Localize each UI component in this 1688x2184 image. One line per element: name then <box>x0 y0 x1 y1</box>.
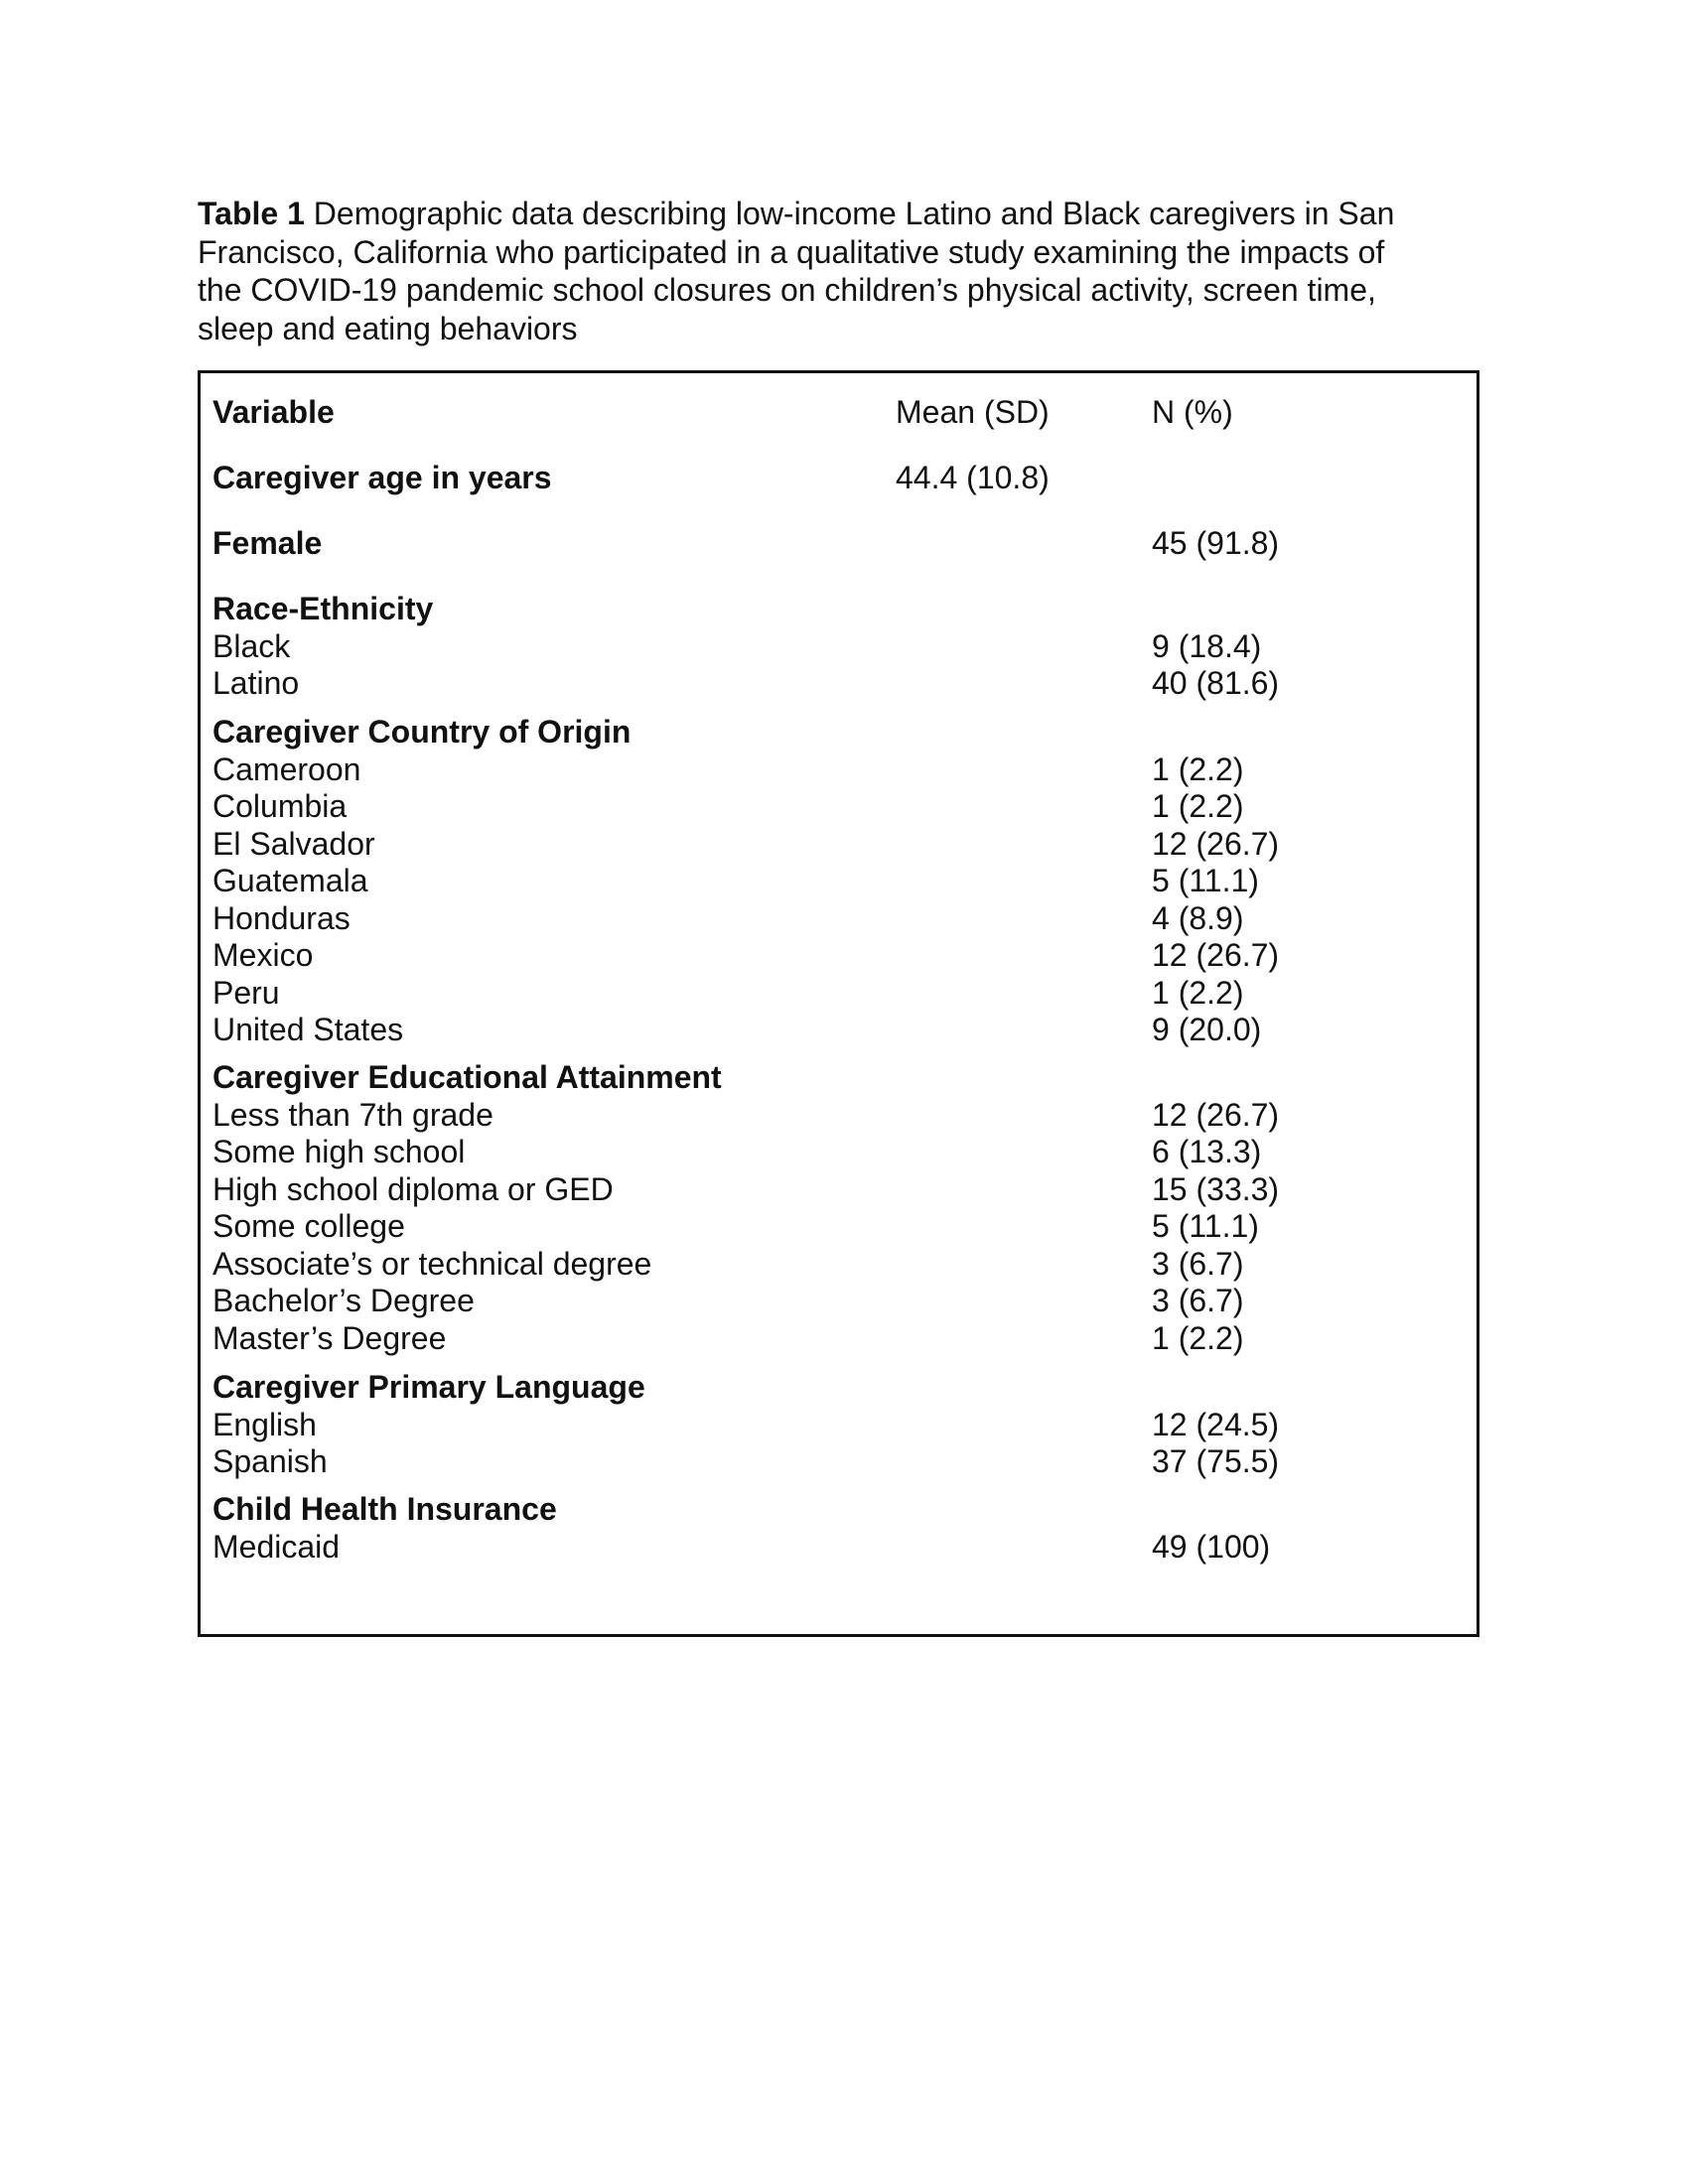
row-label: El Salvador <box>212 826 375 862</box>
row-n-percent: 4 (8.9) <box>1152 900 1244 936</box>
row-n-percent: 6 (13.3) <box>1152 1134 1262 1169</box>
row-n-percent: 45 (91.8) <box>1152 525 1280 561</box>
demographics-table <box>198 370 1479 1637</box>
row-label: Less than 7th grade <box>212 1097 493 1133</box>
table-row <box>212 1133 1477 1170</box>
row-n-percent: 40 (81.6) <box>1152 665 1280 701</box>
row-n-percent: 1 (2.2) <box>1152 975 1244 1011</box>
row-n-percent: 12 (26.7) <box>1152 1097 1280 1133</box>
header-n-percent: N (%) <box>1152 394 1233 430</box>
row-label: Cameroon <box>212 751 361 787</box>
table-section-row <box>212 590 1477 627</box>
row-n-percent: 12 (24.5) <box>1152 1407 1280 1442</box>
header-variable: Variable <box>212 394 335 430</box>
row-label: Female <box>212 525 323 561</box>
row-n-percent: 12 (26.7) <box>1152 826 1280 862</box>
row-label: United States <box>212 1012 404 1047</box>
table-row <box>212 664 1477 702</box>
table-row <box>212 974 1477 1012</box>
row-n-percent: 1 (2.2) <box>1152 751 1244 787</box>
header-mean-sd: Mean (SD) <box>896 394 1050 430</box>
row-label: Honduras <box>212 900 351 936</box>
row-label: Some college <box>212 1208 405 1244</box>
row-n-percent: 49 (100) <box>1152 1529 1271 1565</box>
row-n-percent: 5 (11.1) <box>1152 863 1259 898</box>
table-section-row <box>212 1490 1477 1528</box>
table-row <box>212 787 1477 825</box>
row-label: Columbia <box>212 788 348 824</box>
row-label: Spanish <box>212 1443 328 1479</box>
row-label: Guatemala <box>212 863 368 898</box>
table-label: Table 1 <box>198 196 305 231</box>
row-n-percent: 9 (18.4) <box>1152 628 1262 664</box>
table-row <box>212 899 1477 937</box>
table-section-row <box>212 713 1477 751</box>
row-n-percent: 9 (20.0) <box>1152 1012 1262 1047</box>
table-row <box>212 825 1477 863</box>
caption-line-2: Francisco, California who participated in a qualitative study examining the impacts of <box>198 233 1385 270</box>
table-row <box>212 751 1477 788</box>
table-row <box>212 1096 1477 1134</box>
table-row <box>212 1319 1477 1357</box>
table-row <box>212 1011 1477 1048</box>
table-caption <box>198 195 1488 347</box>
row-label: Caregiver age in years <box>212 460 552 495</box>
table-header-row <box>212 393 1477 431</box>
row-label: Peru <box>212 975 280 1011</box>
row-n-percent: 1 (2.2) <box>1152 788 1244 824</box>
row-label: English <box>212 1407 317 1442</box>
caption-line-4: sleep and eating behaviors <box>198 310 578 346</box>
table-row <box>212 627 1477 665</box>
table-row <box>212 1406 1477 1443</box>
row-label: Bachelor’s Degree <box>212 1283 475 1318</box>
table-section-row <box>212 524 1477 562</box>
row-n-percent: 12 (26.7) <box>1152 937 1280 973</box>
row-label: Medicaid <box>212 1529 341 1565</box>
table-row <box>212 1442 1477 1480</box>
table-row <box>212 936 1477 974</box>
table-section-row <box>212 459 1477 496</box>
row-n-percent: 1 (2.2) <box>1152 1320 1244 1356</box>
table-row <box>212 1170 1477 1208</box>
row-label: Caregiver Country of Origin <box>212 714 632 750</box>
row-n-percent: 3 (6.7) <box>1152 1246 1244 1282</box>
table-row <box>212 1245 1477 1283</box>
row-label: Latino <box>212 665 300 701</box>
row-label: Mexico <box>212 937 314 973</box>
row-n-percent: 3 (6.7) <box>1152 1283 1244 1318</box>
row-mean-sd: 44.4 (10.8) <box>896 460 1050 495</box>
table-row <box>212 862 1477 899</box>
table-row <box>212 1528 1477 1566</box>
table-section-row <box>212 1368 1477 1406</box>
row-n-percent: 15 (33.3) <box>1152 1171 1280 1207</box>
row-label: Some high school <box>212 1134 466 1169</box>
caption-line-3: the COVID-19 pandemic school closures on children’s physical activity, screen time, <box>198 272 1376 308</box>
table-row <box>212 1282 1477 1319</box>
row-n-percent: 5 (11.1) <box>1152 1208 1259 1244</box>
row-label: High school diploma or GED <box>212 1171 614 1207</box>
row-label: Child Health Insurance <box>212 1491 557 1527</box>
row-label: Caregiver Primary Language <box>212 1369 645 1405</box>
caption-line-1: Demographic data describing low-income Latino and Black caregivers in San <box>304 196 1395 231</box>
row-label: Master’s Degree <box>212 1320 447 1356</box>
table-section-row <box>212 1058 1477 1096</box>
row-label: Associate’s or technical degree <box>212 1246 652 1282</box>
row-n-percent: 37 (75.5) <box>1152 1443 1280 1479</box>
row-label: Black <box>212 628 291 664</box>
row-label: Caregiver Educational Attainment <box>212 1059 722 1095</box>
row-label: Race-Ethnicity <box>212 591 434 626</box>
table-row <box>212 1207 1477 1245</box>
